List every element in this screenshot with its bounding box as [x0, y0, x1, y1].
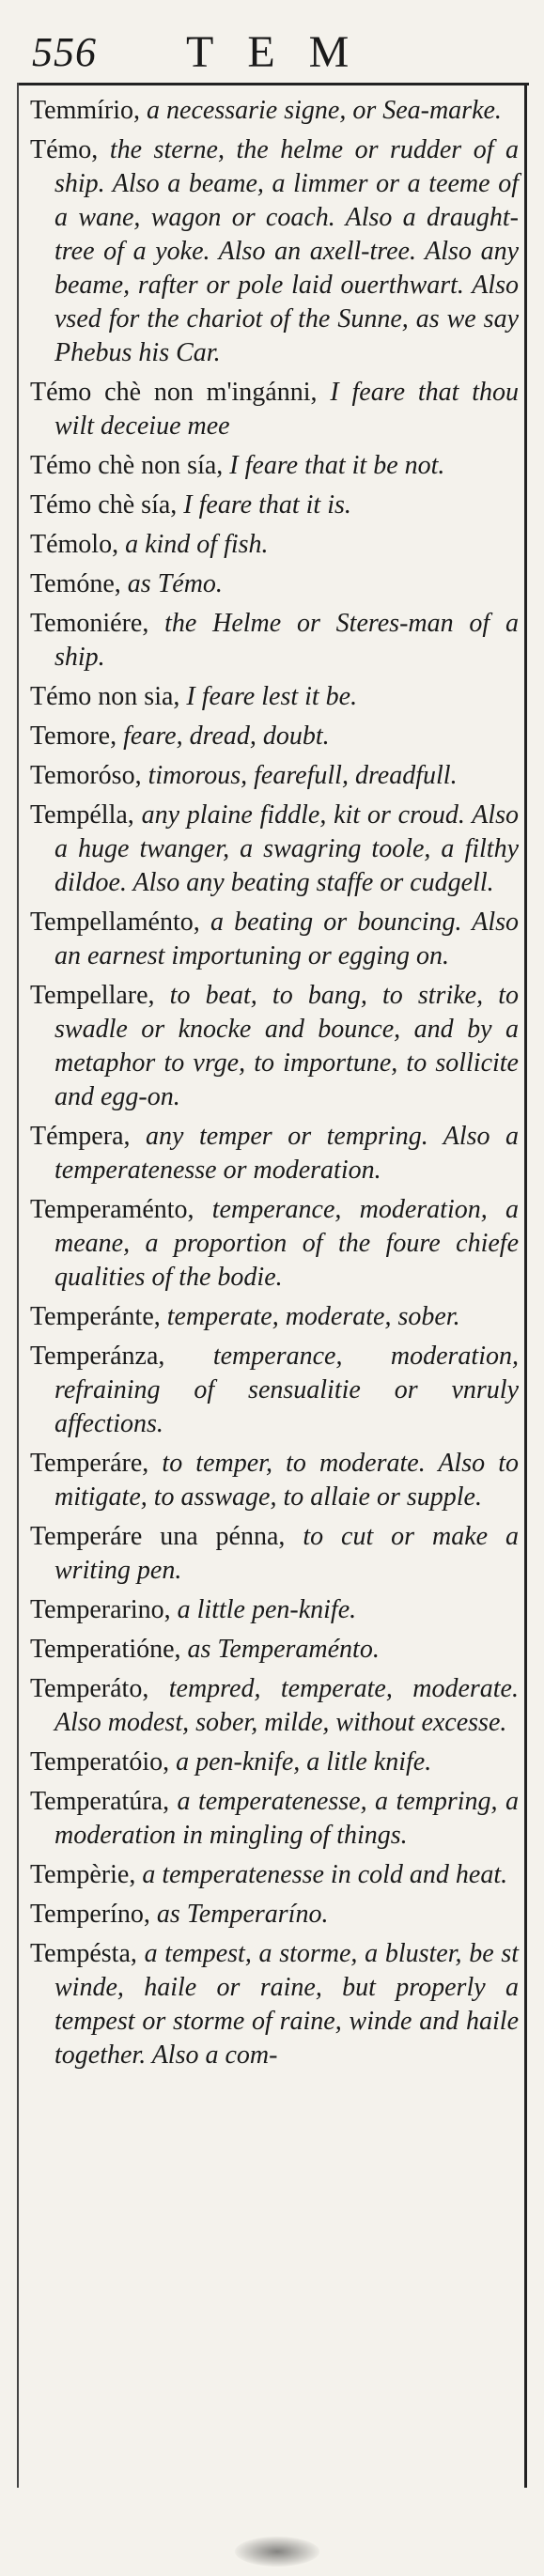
- dictionary-entry: [30, 607, 519, 675]
- header-rule: [17, 83, 529, 85]
- entry-headword: Temperáre una pénna,: [30, 1522, 286, 1551]
- entry-definition: to beat, to bang, to strike, to swadle or knocke and bounce, and by a metaphor to vrge, to importune, to sollicite and egg-on.: [54, 981, 519, 1111]
- entry-headword: Témolo,: [30, 530, 119, 559]
- entry-headword: Temperarino,: [30, 1595, 171, 1624]
- dictionary-entry: [30, 1858, 519, 1892]
- entry-definition: I feare that thou wilt deceiue mee: [54, 378, 520, 441]
- dictionary-entry: [30, 1340, 519, 1441]
- entry-headword: Temperaménto,: [30, 1195, 194, 1224]
- entry-definition: temperance, moderation, a meane, a proportion of the foure chiefe qualities of the bodie.: [54, 1195, 519, 1292]
- dictionary-entry: [30, 376, 519, 443]
- entry-definition: to temper, to moderate. Also to mitigate, to asswage, to allaie or supple.: [54, 1449, 519, 1512]
- entry-headword: Temperatóio,: [30, 1747, 170, 1777]
- entry-definition: a temperatenesse in cold and heat.: [135, 1860, 508, 1889]
- entry-headword: Temperatióne,: [30, 1635, 181, 1664]
- dictionary-entry: [30, 1785, 519, 1853]
- entry-headword: Temoniére,: [30, 609, 149, 638]
- page-number: 556: [32, 29, 97, 75]
- entry-headword: Temore,: [30, 722, 117, 751]
- running-head: TEM: [186, 27, 383, 77]
- entry-definition: timorous, fearefull, dreadfull.: [141, 761, 458, 790]
- dictionary-entry: [30, 1746, 519, 1779]
- entry-headword: Témpera,: [30, 1122, 131, 1151]
- dictionary-entry: [30, 1593, 519, 1627]
- dictionary-entry: [30, 720, 519, 753]
- dictionary-entry: [30, 1520, 519, 1588]
- ink-smudge: [235, 2537, 319, 2567]
- entry-definition: I feare lest it be.: [179, 682, 358, 711]
- entry-definition: the sterne, the helme or rudder of a ship. Also a beame, a limmer or a teeme of a wane, wagon or coach. Also a draught-tree of a yoke. Also an axell-tree. Also any beame, rafter or pole laid ouerthwart. Also vsed for the chariot of the Sunne, as we say Phebus his Car.: [54, 135, 519, 367]
- entry-definition: as Temperaríno.: [149, 1900, 329, 1929]
- entry-headword: Temperáto,: [30, 1674, 149, 1703]
- dictionary-entry: [30, 489, 519, 522]
- dictionary-entry: [30, 449, 519, 483]
- dictionary-entry: [30, 133, 519, 370]
- entry-definition: feare, dread, doubt.: [117, 722, 330, 751]
- entry-definition: any plaine fiddle, kit or croud. Also a huge twanger, a swagring toole, a filthy dildoe. Also any beating staffe or cudgell.: [54, 800, 519, 897]
- dictionary-entry: [30, 1120, 519, 1187]
- entry-headword: Témo non sia,: [30, 682, 180, 711]
- entry-definition: a pen-knife, a litle knife.: [169, 1747, 432, 1777]
- dictionary-entry: [30, 680, 519, 714]
- entry-definition: as Temperaménto.: [180, 1635, 380, 1664]
- entry-definition: a necessarie signe, or Sea-marke.: [140, 96, 502, 125]
- dictionary-entry: [30, 1672, 519, 1740]
- entry-definition: I feare that it is.: [177, 490, 351, 520]
- dictionary-entry: [30, 759, 519, 793]
- dictionary-entry: [30, 1193, 519, 1295]
- entry-definition: tempred, temperate, moderate. Also modest, sober, milde, without excesse.: [54, 1674, 519, 1737]
- entry-definition: to cut or make a writing pen.: [54, 1522, 519, 1585]
- entry-definition: a temperatenesse, a tempring, a moderation in mingling of things.: [54, 1787, 519, 1850]
- dictionary-entry: [30, 1447, 519, 1514]
- entry-definition: I feare that it be not.: [223, 451, 445, 480]
- entry-headword: Témo chè non sía,: [30, 451, 224, 480]
- dictionary-entry: [30, 1898, 519, 1932]
- entry-list: [30, 94, 519, 2078]
- entry-headword: Tempellaménto,: [30, 908, 200, 937]
- dictionary-entry: [30, 528, 519, 562]
- entry-headword: Temperatúra,: [30, 1787, 170, 1816]
- entry-headword: Témo,: [30, 135, 99, 164]
- entry-definition: a little pen-knife.: [170, 1595, 357, 1624]
- dictionary-entry: [30, 1937, 519, 2072]
- left-column-rule: [17, 83, 19, 2488]
- entry-headword: Temperíno,: [30, 1900, 150, 1929]
- dictionary-entry: [30, 1300, 519, 1334]
- entry-headword: Temoróso,: [30, 761, 142, 790]
- entry-headword: Tempèrie,: [30, 1860, 136, 1889]
- entry-headword: Temperáre,: [30, 1449, 149, 1478]
- dictionary-entry: [30, 906, 519, 973]
- entry-headword: Témo chè sía,: [30, 490, 178, 520]
- entry-headword: Temóne,: [30, 569, 121, 598]
- dictionary-entry: [30, 567, 519, 601]
- dictionary-entry: [30, 94, 519, 128]
- entry-definition: any temper or tempring. Also a temperatenesse or moderation.: [54, 1122, 519, 1185]
- dictionary-entry: [30, 1633, 519, 1667]
- entry-headword: Temmírio,: [30, 96, 141, 125]
- dictionary-entry: [30, 979, 519, 1114]
- entry-headword: Tempésta,: [30, 1939, 137, 1968]
- entry-headword: Temperánza,: [30, 1342, 165, 1371]
- entry-headword: Temperánte,: [30, 1302, 161, 1331]
- dictionary-entry: [30, 799, 519, 900]
- entry-definition: temperance, moderation, refraining of sensualitie or vnruly affections.: [54, 1342, 519, 1438]
- entry-headword: Tempellare,: [30, 981, 155, 1010]
- entry-definition: as Témo.: [120, 569, 223, 598]
- entry-definition: a kind of fish.: [118, 530, 269, 559]
- entry-headword: Témo chè non m'ingánni,: [30, 378, 318, 407]
- entry-headword: Tempélla,: [30, 800, 134, 830]
- entry-definition: a tempest, a storme, a bluster, be st winde, haile or raine, but properly a tempest or storme of raine, winde and haile together. Also a com-: [54, 1939, 519, 2070]
- page-header: [26, 13, 515, 81]
- entry-definition: the Helme or Steres-man of a ship.: [54, 609, 519, 672]
- right-column-rule: [524, 83, 527, 2488]
- entry-definition: temperate, moderate, sober.: [160, 1302, 460, 1331]
- entry-definition: a beating or bouncing. Also an earnest importuning or egging on.: [54, 908, 519, 970]
